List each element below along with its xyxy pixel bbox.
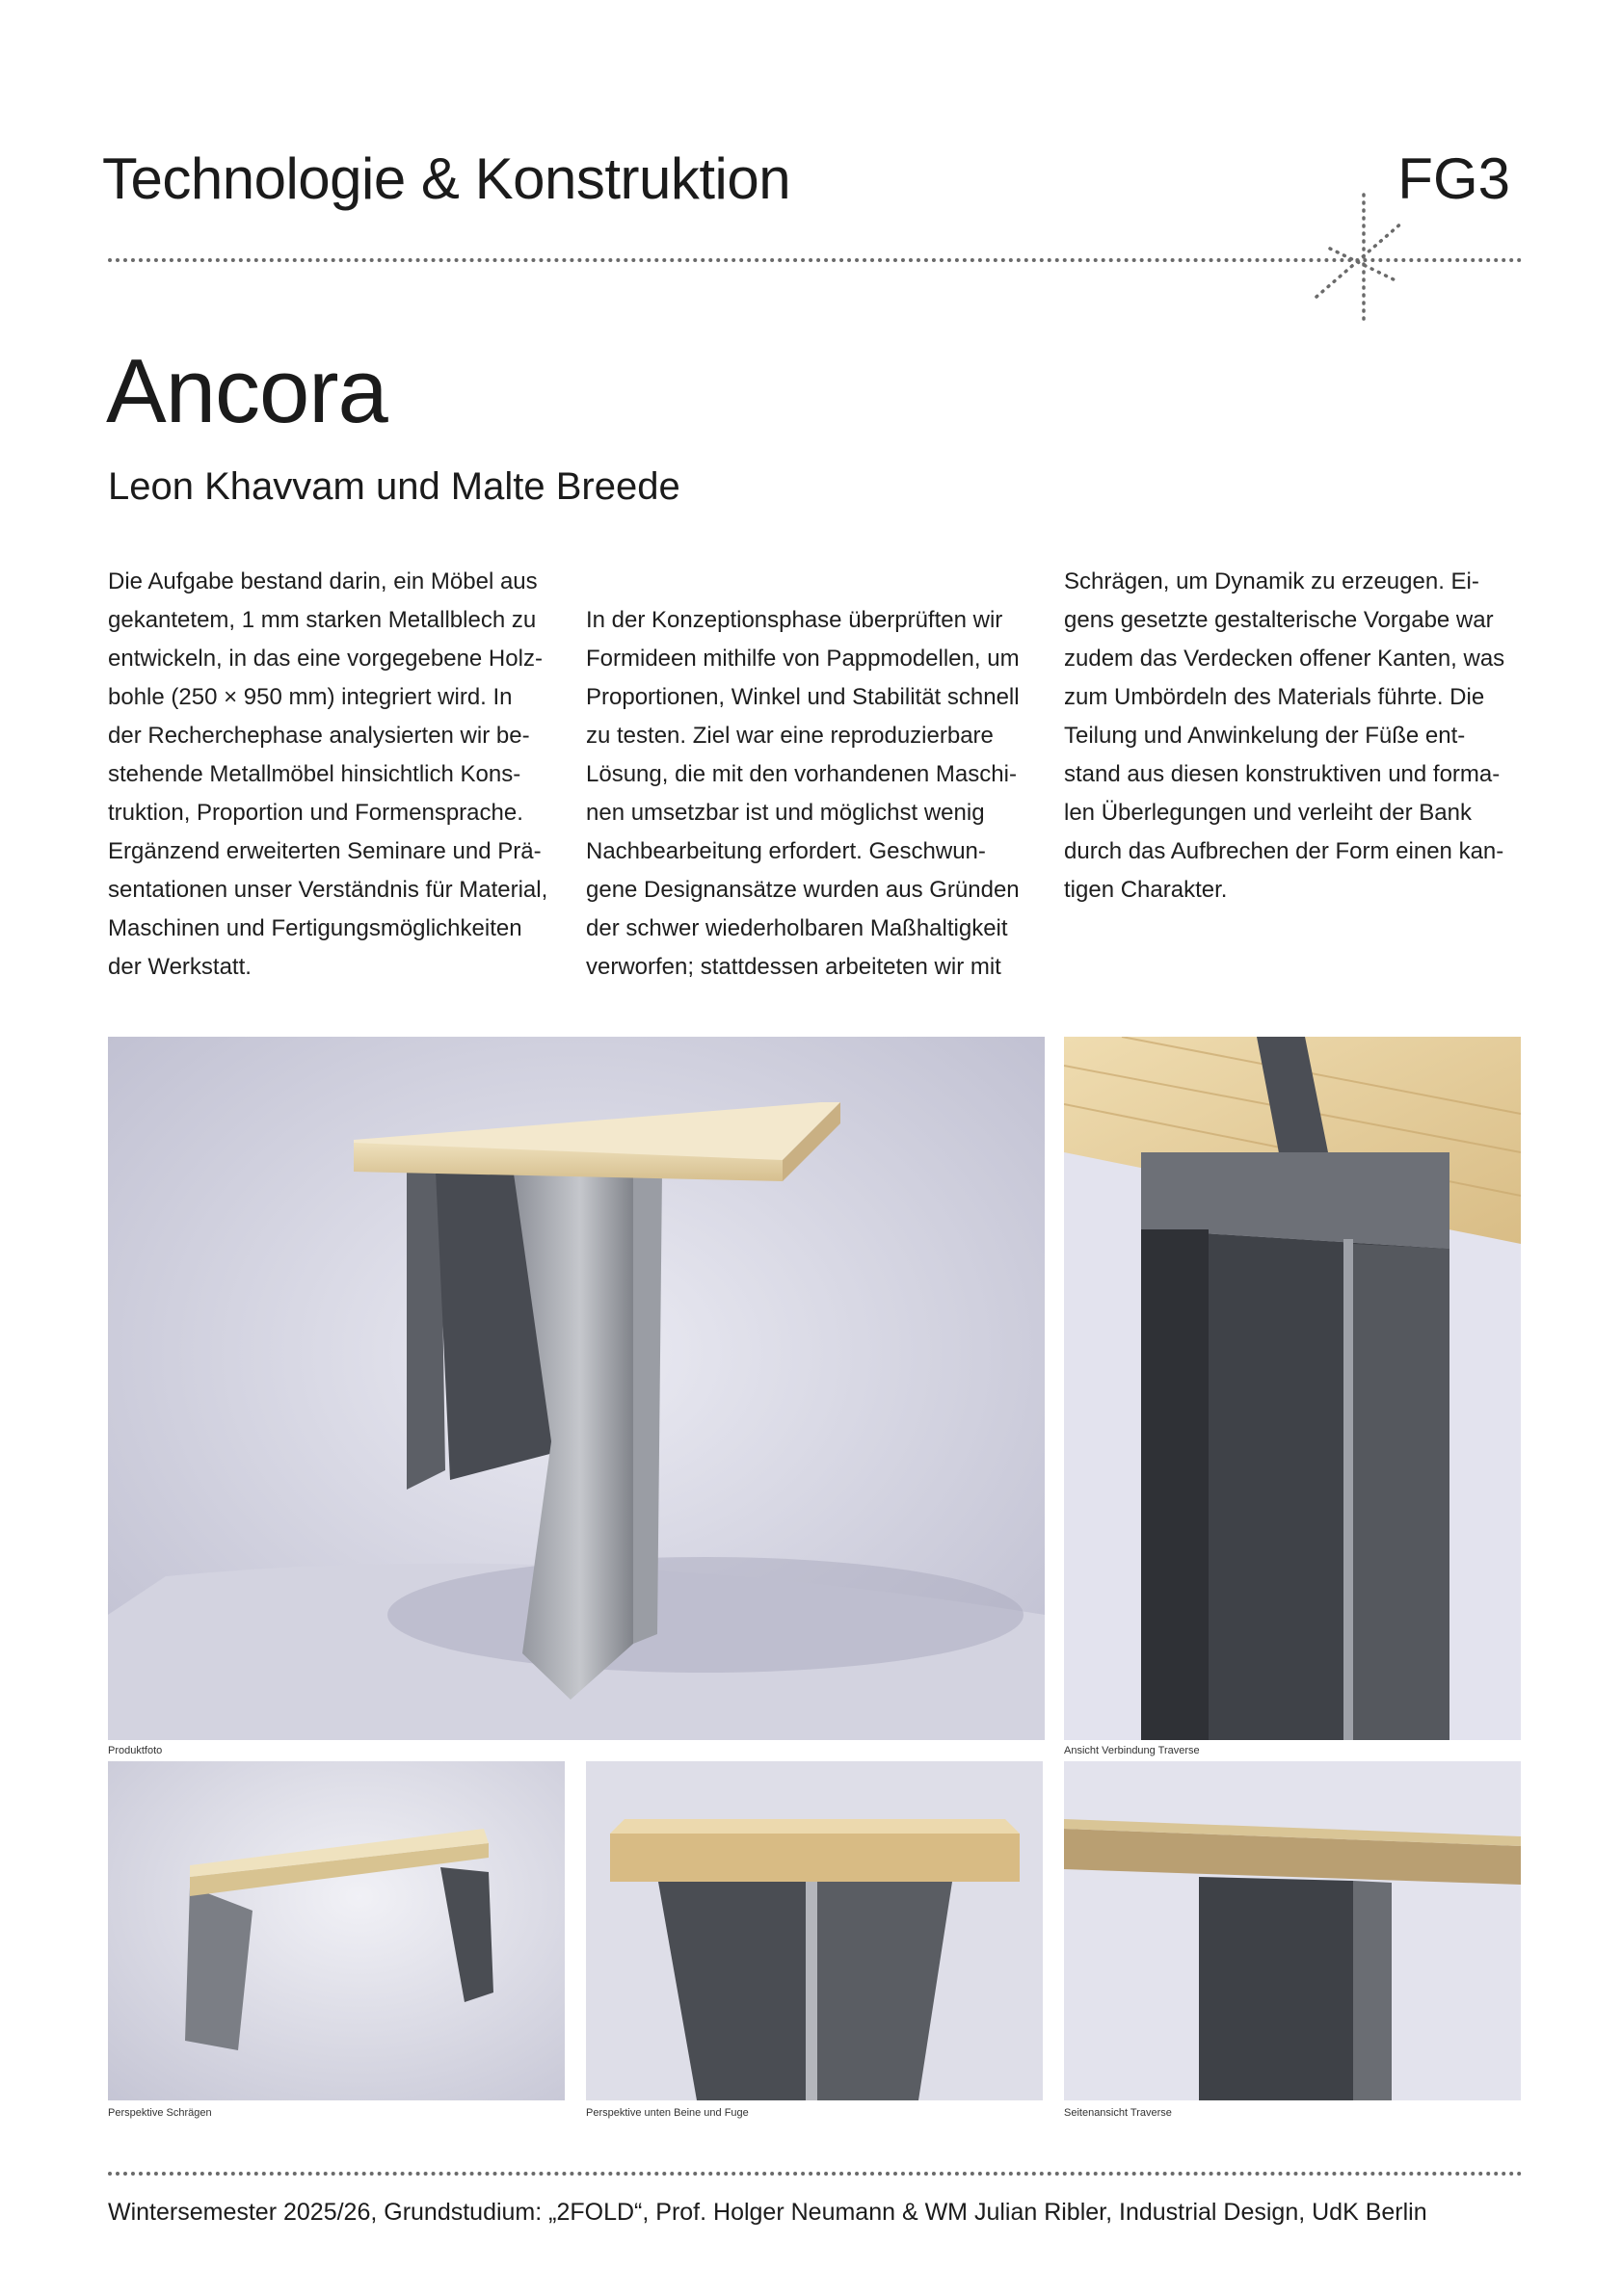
project-authors: Leon Khavvam und Malte Breede	[108, 465, 680, 508]
bottom-photo-angles	[108, 1761, 565, 2100]
footer-text: Wintersemester 2025/26, Grundstudium: „2FOLD“, Prof. Holger Neumann & WM Julian Ribler, Industrial Design, UdK Berlin	[108, 2199, 1427, 2226]
body-column-3: Schrägen, um Dynamik zu erzeugen. Ei- gens gesetzte gestalterische Vorgabe war zudem das Verdecken offener Kanten, was zum Umbördeln des Materials führte. Die Teilung und Anwinkelung der Füße ent- stand aus diesen konstruktiven und forma- len Überlegungen und verleiht der Bank durch das Aufbrechen der Form einen kan- tigen Charakter.	[1064, 568, 1505, 903]
bottom-photo-legs	[586, 1761, 1043, 2100]
header-code: FG3	[1397, 146, 1510, 211]
header-title: Technologie & Konstruktion	[102, 146, 791, 211]
bottom-photo-legs-caption: Perspektive unten Beine und Fuge	[586, 2107, 749, 2119]
body-column-1: Die Aufgabe bestand darin, ein Möbel aus gekantetem, 1 mm starken Metallblech zu entwickeln, in das eine vorgegebene Holz- bohle (250 × 950 mm) integriert wird. In der Recherchephase analysierten wir be- stehende Metallmöbel hinsichtlich Kons- truktion, Proportion und Formensprache. Ergänzend erweiterten Seminare und Prä- sentationen unser Verständnis für Material, Maschinen und Fertigungsmöglichkeiten der Werkstatt.	[108, 568, 548, 980]
footer-divider	[108, 2172, 1523, 2176]
body-column-2: In der Konzeptionsphase überprüften wir Formideen mithilfe von Pappmodellen, um Proportionen, Winkel und Stabilität schnell zu testen. Ziel war eine reproduzierbare Lösung, die mit den vorhandenen Maschi- nen umsetzbar ist und möglichst wenig Nachbearbeitung erfordert. Geschwun- gene Designansätze wurden aus Gründen der schwer wiederholbaren Maßhaltigkeit verworfen; stattdessen arbeiteten wir mit	[586, 607, 1020, 980]
product-photo	[108, 1037, 1045, 1740]
star-mark-icon	[1311, 193, 1417, 328]
detail-photo-connection-caption: Ansicht Verbindung Traverse	[1064, 1745, 1200, 1756]
project-title: Ancora	[106, 340, 387, 441]
bottom-photo-side	[1064, 1761, 1521, 2100]
detail-photo-connection	[1064, 1037, 1521, 1740]
bottom-photo-angles-caption: Perspektive Schrägen	[108, 2107, 212, 2119]
product-photo-caption: Produktfoto	[108, 1745, 163, 1756]
bottom-photo-side-caption: Seitenansicht Traverse	[1064, 2107, 1172, 2119]
